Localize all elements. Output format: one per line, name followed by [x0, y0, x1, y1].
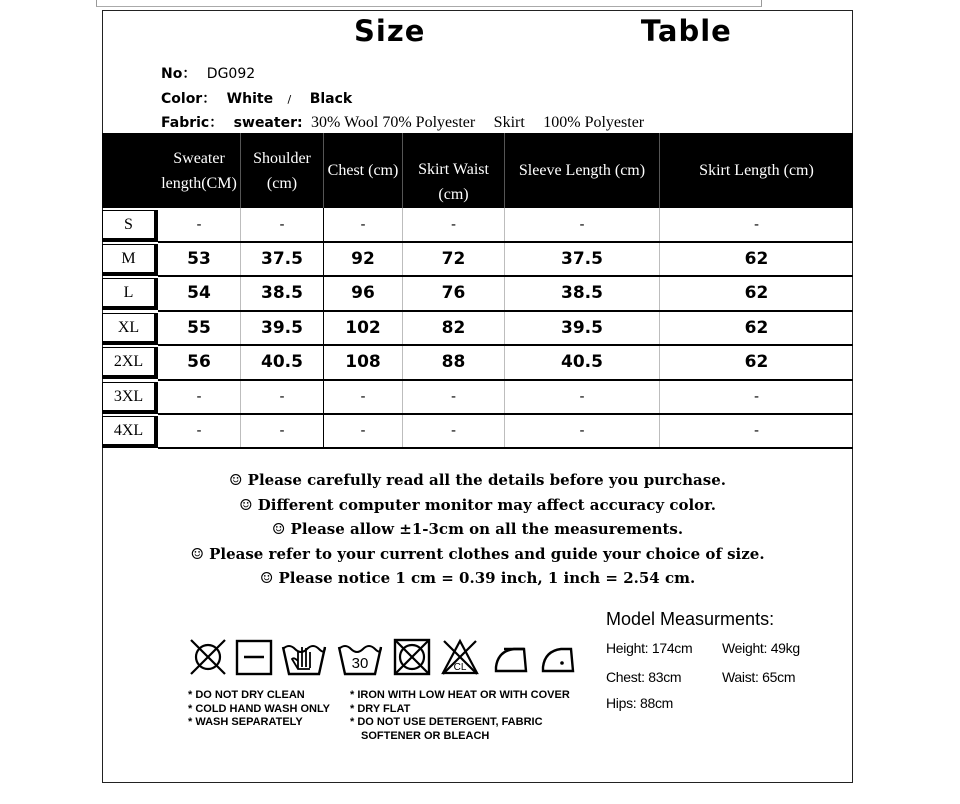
no-tumble-dry-icon [392, 637, 432, 677]
color-line [161, 88, 352, 108]
care-line: * DRY FLAT [350, 702, 411, 715]
care-line: * IRON WITH LOW HEAT OR WITH COVER [350, 689, 570, 701]
care-line: * DO NOT DRY CLEAN [188, 689, 305, 701]
table-cell: - [279, 423, 285, 439]
iron-low-heat-icon [490, 637, 530, 677]
model-hips: Hips: 88cm [606, 695, 674, 711]
model-weight: Weight: 49kg [722, 640, 800, 656]
table-cell: - [279, 217, 285, 233]
header-sleeve-length: Sleeve Length (cm) [518, 162, 646, 179]
table-cell: - [279, 389, 285, 405]
care-instructions-left [188, 689, 330, 730]
header-sweater-length: Sweater length(CM) [161, 149, 237, 192]
table-cell: - [450, 389, 457, 405]
table-cell: 56 [187, 352, 211, 372]
header-skirt-length: Skirt Length (cm) [699, 162, 814, 179]
size-label-xl: XL [102, 313, 158, 345]
size-label-2xl: 2XL [102, 347, 158, 379]
row-divider [158, 379, 853, 381]
wash-temperature: 30 [351, 655, 369, 672]
table-cell: 39.5 [261, 318, 303, 338]
product-number-label: No： [161, 66, 197, 82]
header-divider [504, 133, 505, 208]
table-cell: 37.5 [261, 249, 303, 269]
care-instructions-right [350, 689, 570, 743]
header-divider [240, 133, 241, 208]
color-white: White [226, 91, 274, 107]
no-chlorine-bleach-icon [440, 637, 480, 677]
product-number-value: DG092 [206, 66, 256, 82]
header-shoulder: Shoulder (cm) [253, 149, 311, 192]
table-cell: 108 [345, 352, 381, 372]
iron-icon [538, 637, 578, 677]
chlorine-mark: CL [453, 662, 467, 673]
table-cell: 62 [744, 249, 769, 269]
row-divider [158, 413, 853, 415]
fabric-line [161, 112, 644, 132]
fabric-skirt-value: 100% Polyester [543, 114, 645, 131]
table-cell: 88 [441, 352, 466, 372]
table-cell: - [579, 389, 585, 405]
table-cell: 62 [744, 352, 769, 372]
table-cell: - [450, 217, 457, 233]
note-line: ☺ Please carefully read all the details before you purchase. [229, 471, 726, 489]
size-label-4xl: 4XL [102, 416, 158, 448]
row-divider [158, 310, 853, 312]
size-label-l: L [102, 278, 158, 310]
purchase-notes [102, 468, 853, 591]
table-cell: - [579, 423, 585, 439]
model-height: Height: 174cm [606, 640, 693, 656]
table-cell: 53 [187, 249, 211, 269]
table-cell: - [753, 423, 760, 439]
header-divider [659, 133, 660, 208]
care-line: * COLD HAND WASH ONLY [188, 702, 330, 715]
table-cell: 102 [345, 318, 381, 338]
color-separator: / [287, 93, 292, 106]
table-cell: - [360, 389, 366, 405]
table-cell: - [196, 423, 202, 439]
size-label-s: S [102, 210, 158, 242]
header-divider [402, 133, 403, 208]
header-divider [323, 133, 324, 208]
no-dry-clean-icon [188, 637, 228, 677]
table-cell: - [196, 217, 202, 233]
table-bottom-line [158, 447, 853, 449]
table-cell: 62 [744, 283, 769, 303]
care-line: * WASH SEPARATELY [188, 716, 303, 728]
dry-flat-icon [234, 637, 274, 677]
note-line: ☺ Please allow ±1-3cm on all the measurements. [271, 520, 684, 539]
table-cell: - [753, 217, 760, 233]
model-measurements-title: Model Measurments: [606, 609, 775, 629]
row-divider [158, 275, 853, 277]
table-cell: 96 [351, 283, 375, 303]
note-line: ☺ Please refer to your current clothes and guide your choice of size. [190, 544, 765, 563]
table-cell: - [579, 217, 585, 233]
model-chest: Chest: 83cm [606, 669, 682, 685]
row-divider [158, 241, 853, 243]
header-skirt-waist: Skirt Waist (cm) [418, 160, 489, 203]
page-title: Size Table [354, 14, 732, 48]
hand-wash-icon [280, 637, 328, 677]
fabric-sweater-value: 30% Wool 70% Polyester [311, 114, 476, 131]
table-cell: - [360, 423, 366, 439]
header-chest: Chest (cm) [327, 162, 399, 179]
table-cell: - [450, 423, 457, 439]
note-line: ☺ Different computer monitor may affect accuracy color. [239, 495, 716, 514]
page-top-margin [96, 0, 762, 7]
fabric-sweater-label: sweater: [233, 115, 303, 131]
table-cell: 62 [744, 318, 769, 338]
fabric-label: Fabric： [161, 115, 224, 131]
table-cell: 37.5 [561, 249, 603, 269]
care-line: * DO NOT USE DETERGENT, FABRIC [350, 716, 543, 728]
table-cell: - [360, 217, 366, 233]
table-cell: 72 [441, 249, 466, 269]
fabric-skirt-label: Skirt [493, 114, 525, 131]
table-cell: 38.5 [561, 283, 603, 303]
table-cell: 54 [187, 283, 211, 303]
table-cell: 76 [441, 283, 466, 303]
table-cell: 40.5 [261, 352, 303, 372]
color-black: Black [309, 91, 353, 107]
row-divider [158, 344, 853, 346]
table-cell: 92 [351, 249, 375, 269]
note-line: ☺ Please notice 1 cm = 0.39 inch, 1 inch = 2.54 cm. [259, 569, 696, 588]
table-cell: 39.5 [561, 318, 603, 338]
table-cell: - [196, 389, 202, 405]
product-number-line [161, 63, 255, 83]
table-cell: - [753, 389, 760, 405]
table-cell: 40.5 [561, 352, 603, 372]
size-label-3xl: 3XL [102, 382, 158, 414]
wash-30-icon [336, 637, 384, 677]
size-label-m: M [102, 244, 158, 276]
color-label: Color： [161, 91, 217, 107]
table-cell: 38.5 [261, 283, 303, 303]
table-cell: 82 [441, 318, 466, 338]
model-waist: Waist: 65cm [722, 669, 796, 685]
table-cell: 55 [187, 318, 211, 338]
care-line: SOFTENER OR BLEACH [361, 729, 490, 742]
